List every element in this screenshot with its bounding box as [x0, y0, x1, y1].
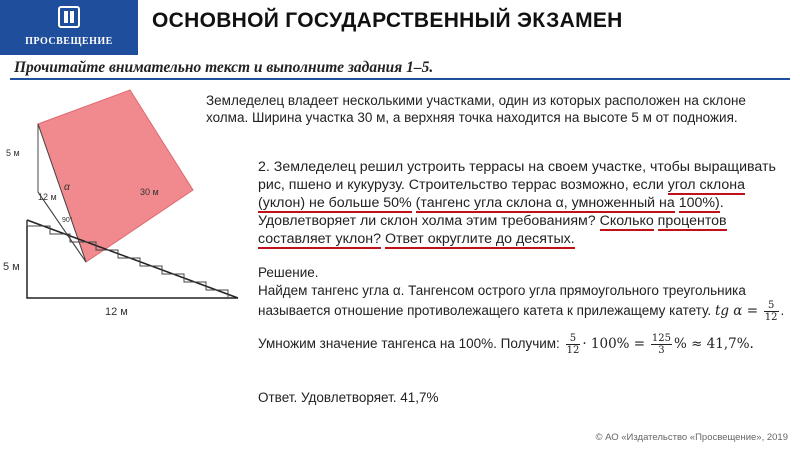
fig1-width-label: 30 м [140, 187, 159, 197]
solution-line2: Умножим значение тангенса на 100%. Получим: $\frac{5}{12}$ · 100% = $\frac{125}{3}$ % ≈ 41,7%. [258, 333, 754, 356]
publisher-logo [0, 0, 138, 55]
solution-heading: Решение. [258, 265, 319, 280]
fig1-height-label: 5 м [6, 148, 20, 158]
underline-1: угол склона (уклон) не больше 50% [258, 177, 745, 211]
answer: Ответ. Удовлетворяет. 41,7% [258, 390, 439, 405]
tg-fraction: $\frac{5}{12}$ [764, 300, 778, 323]
fig2-height-label: 5 м [3, 261, 20, 273]
fig1-angle-label: α [64, 182, 70, 193]
underline-3: 100%) [678, 195, 720, 211]
fig2-angle-label: 90° [62, 217, 73, 224]
solution-line1: Найдем тангенс угла α. Тангенсом острого угла прямоугольного треугольника называется отношение противолежащего катета к прилежащему катету. tg α = $\frac{5}{12}$ . [258, 283, 785, 323]
fraction-b: $\frac{125}{3}$ [651, 333, 671, 356]
logo-text: ПРОСВЕЩЕНИЕ [25, 36, 113, 47]
book-icon [58, 6, 80, 28]
figure-terraces [0, 212, 240, 318]
divider [10, 78, 790, 80]
copyright: © АО «Издательство «Просвещение», 2019 [595, 432, 788, 443]
underline-6: Ответ округлите до десятых. [384, 231, 575, 247]
page-title: ОСНОВНОЙ ГОСУДАРСТВЕННЫЙ ЭКЗАМЕН [152, 9, 623, 32]
instruction: Прочитайте внимательно текст и выполните задания 1–5. [14, 59, 434, 76]
task-2: 2. Земледелец решил устроить террасы на своем участке, чтобы выращивать рис, пшено и кукурузу. Строительство террас возможно, если угол склона (уклон) не больше 50% (тангенс угла склона α, умноженный на 100%). Удовлетворяет ли склон холма этим требованиям? Сколько процентов составляет уклон? Ответ округлите до десятых. [258, 159, 776, 247]
fig1-base-label: 12 м [38, 192, 57, 202]
underline-5: процентов составляет уклон? [258, 213, 727, 247]
fig2-base-label: 12 м [105, 306, 128, 318]
solution [258, 264, 788, 356]
underline-4: Сколько [599, 213, 654, 229]
intro-text: Земледелец владеет несколькими участками, один из которых расположен на склоне холма. Ширина участка 30 м, а верхняя точка находится на высоте 5 м от подножия. [206, 93, 746, 125]
fraction-a: $\frac{5}{12}$ [566, 333, 580, 356]
tg-label: tg α = [714, 303, 759, 320]
underline-2: (тангенс угла склона α, умноженный на [415, 195, 675, 211]
